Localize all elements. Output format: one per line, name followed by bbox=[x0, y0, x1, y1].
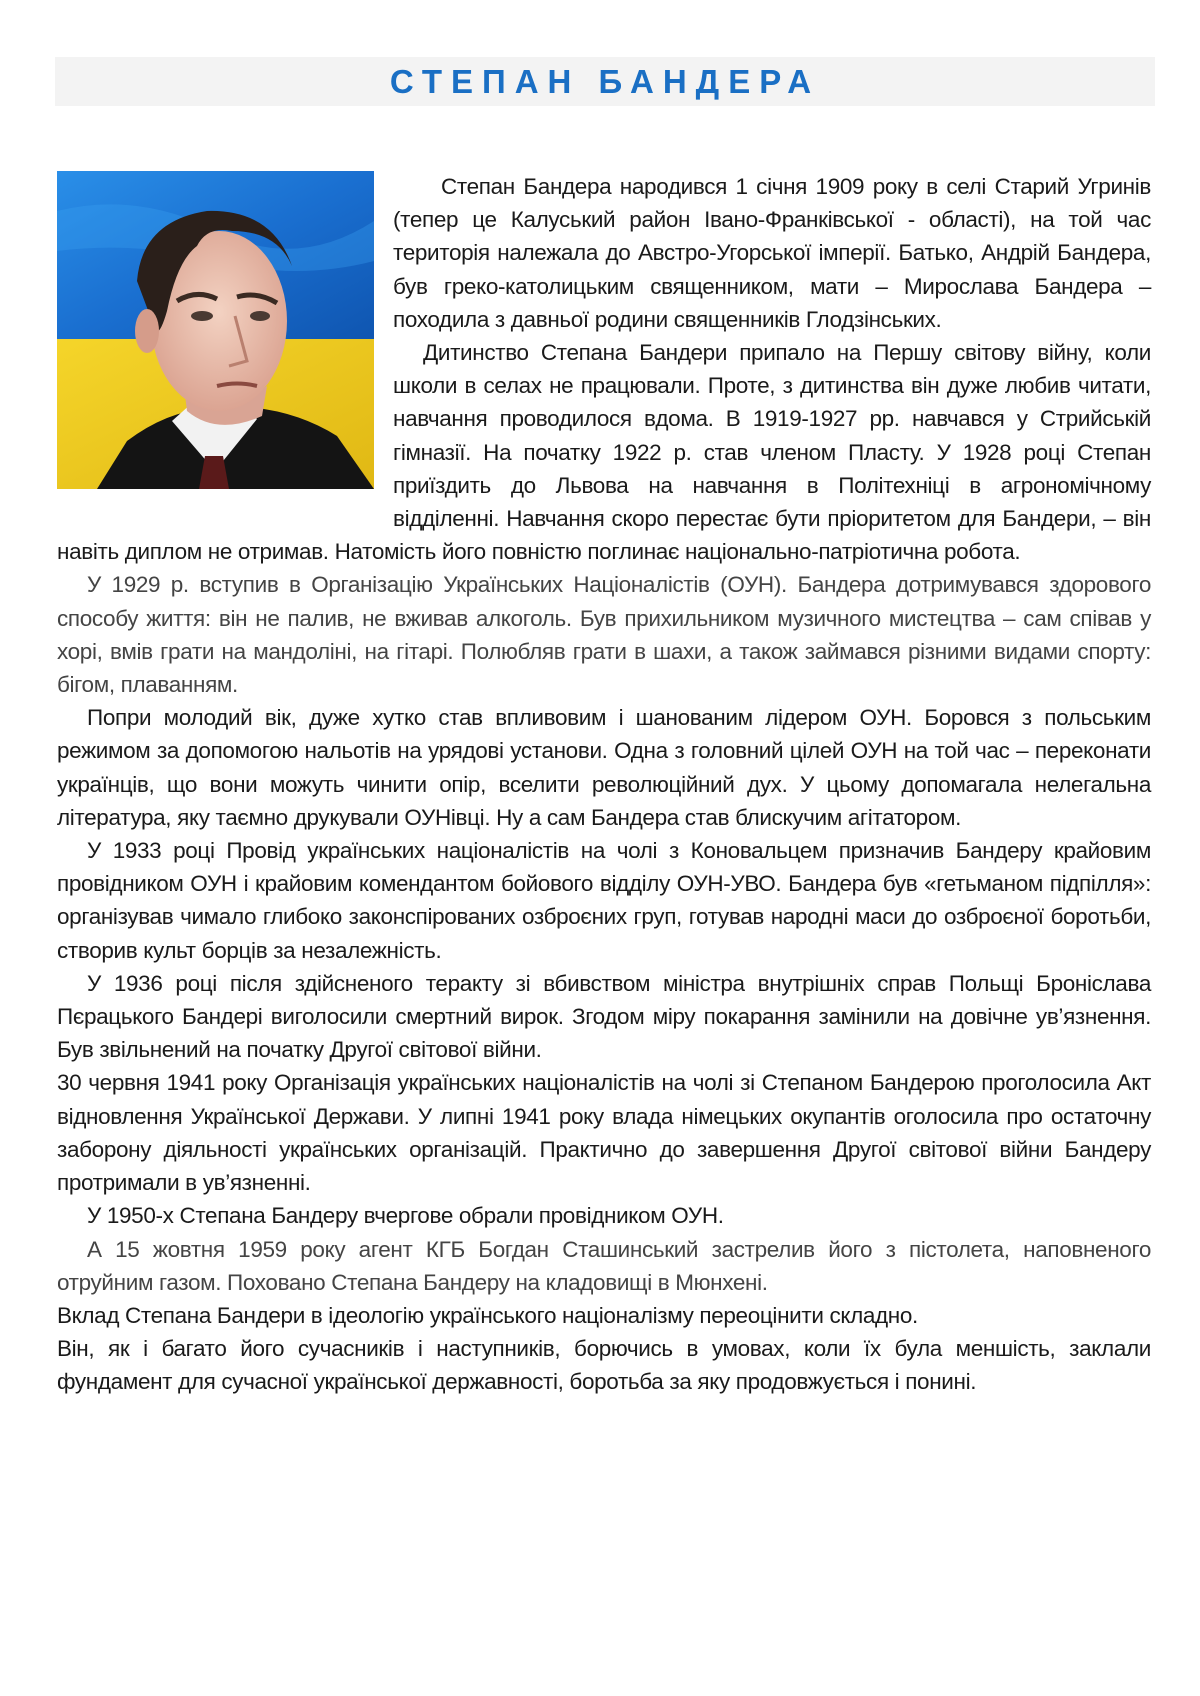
title-bar bbox=[55, 57, 1155, 106]
paragraph-1950s: У 1950-х Степана Бандеру вчергове обрали провідником ОУН. bbox=[87, 1203, 724, 1229]
paragraph-1941: 30 червня 1941 року Організація українських націоналістів на чолі зі Степаном Бандерою проголосила Акт відновлення Української Держави. У липні 1941 року влада німецьких окупантів оголосила про остаточну заборону діяльності українських організацій. Практично до завершення Другої світової війни Бандеру протримали в ув’язненні. bbox=[57, 1070, 1151, 1196]
paragraph-legacy: Вклад Степана Бандери в ідеологію українського націоналізму переоцінити складно. bbox=[57, 1302, 918, 1328]
paragraph-1936: У 1936 році після здійсненого теракту зі вбивством міністра внутрішніх справ Польщі Броніслава Пєрацького Бандері виголосили смертний вирок. Згодом міру покарання замінили на довічне ув’язнення. Був звільнений на початку Другої світової війни. bbox=[57, 970, 1151, 1063]
paragraph-1933: У 1933 році Провід українських націоналістів на чолі з Коновальцем призначив Бандеру крайовим провідником ОУН і крайовим комендантом бойового відділу ОУН-УВО. Бандера був «гетьманом підпілля»: організував чимало глибоко законспірованих озброєних груп, готував народні маси до озброєної боротьби, створив культ борців за незалежність. bbox=[57, 838, 1151, 963]
paragraph-birth: Степан Бандера народився 1 січня 1909 року в селі Старий Угринів (тепер це Калуський район Івано-Франківської - області), на той час територія належала до Австро-Угорської імперії. Батько, Андрій Бандера, був греко-католицьким священником, мати – Мирослава Бандера – походила з давньої родини священників Глодзінських. bbox=[393, 174, 1151, 332]
paragraph-conclusion: Він, як і багато його сучасників і наступників, борючись в умовах, коли їх була меншість, заклали фундамент для сучасної української державності, боротьба за яку продовжується і понині. bbox=[57, 1336, 1151, 1395]
paragraph-1959: А 15 жовтня 1959 року агент КГБ Богдан Сташинський застрелив його з пістолета, наповненого отруйним газом. Поховано Степана Бандеру на кладовищі в Мюнхені. bbox=[57, 1236, 1151, 1295]
page-title: СТЕПАН БАНДЕРА bbox=[389, 62, 821, 100]
paragraph-leader: Попри молодий вік, дуже хутко став впливовим і шанованим лідером ОУН. Боровся з польським режимом за допомогою нальотів на урядові установи. Одна з головний цілей ОУН на той час – переконати українців, що вони можуть чинити опір, вселити революційний дух. У цьому допомагала нелегальна література, яку таємно друкували ОУНівці. Ну а сам Бандера став блискучим агітатором. bbox=[57, 705, 1151, 830]
portrait-spacer bbox=[57, 170, 393, 505]
biography-text bbox=[57, 170, 1151, 1399]
paragraph-oun-1929: У 1929 р. вступив в Організацію Українських Націоналістів (ОУН). Бандера дотримувався здорового способу життя: він не палив, не вживав алкоголь. Був прихильником музичного мистецтва – сам співав у хорі, вмів грати на мандоліні, на гітарі. Полюбляв грати в шахи, а також займався різними видами спорту: бігом, плаванням. bbox=[57, 572, 1151, 698]
paragraph-childhood: Дитинство Степана Бандери припало на Першу світову війну, коли школи в селах не працювали. Проте, з дитинства він дуже любив читати, навчання проводилося вдома. В 1919-1927 рр. навчався у Стрийській гімназії. На початку 1922 р. став членом Пласту. У 1928 році Степан приїздить до Львова на навчання в Політехніці в агрономічному відділенні. Навчання скоро перестає бути пріоритетом для Бандери, – він навіть диплом не отримав. Натомість його повністю поглинає національно-патріотична робота. bbox=[57, 340, 1151, 565]
